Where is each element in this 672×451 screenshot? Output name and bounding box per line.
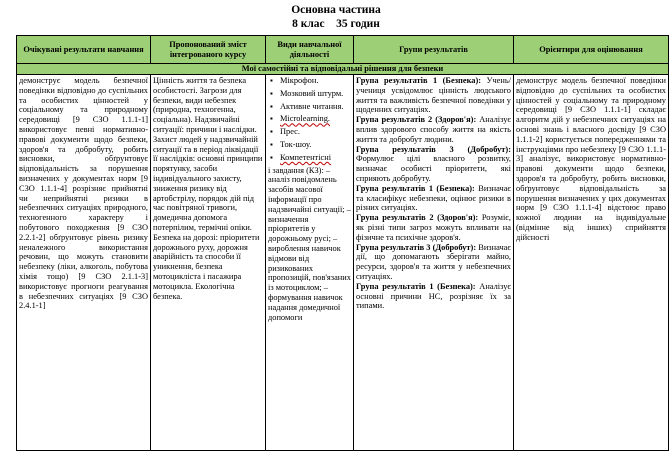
content-row xyxy=(17,75,669,451)
result-groups-cell xyxy=(354,75,514,451)
result-group-heading: Група результатів 2 (Здоров'я): xyxy=(356,115,477,125)
result-group-text: Розуміє, як різні типи загроз можуть впливати на фізичне та психічне здоров'я. xyxy=(356,213,511,242)
result-group-text: Формулює цілі власного розвитку, визначає особисті пріоритети, які сприяють добробуту. xyxy=(356,154,511,183)
result-group xyxy=(356,184,511,213)
section-title: Мої самостійні та відповідальні рішення для безпеки xyxy=(17,64,669,75)
result-group xyxy=(356,243,511,282)
result-group xyxy=(356,213,511,242)
activity-item: ▪ Активне читання. xyxy=(280,102,351,112)
activity-item: ▪ Компетентісні xyxy=(280,153,351,163)
activity-item: ▪ Мозковий штурм. xyxy=(280,89,351,99)
page-subtitle: 8 клас 35 годин xyxy=(292,18,380,30)
activity-item: ▪ Ток-шоу. xyxy=(280,140,351,150)
section-row xyxy=(17,64,669,75)
header-course-content: Пропонований зміст інтегрованого курсу xyxy=(151,36,266,64)
result-group xyxy=(356,76,511,115)
result-group-heading: Група результатів 1 (Безпека): xyxy=(356,76,482,85)
page-title: Основна частина xyxy=(291,4,381,16)
result-group xyxy=(356,145,511,184)
activity-item: ▪ Мікрофон. xyxy=(280,76,351,86)
result-group-text: Аналізує вплив здорового способу життя на якість життя та добробут людини. xyxy=(356,115,511,144)
result-group-heading: Група результатів 2 (Здоров'я): xyxy=(356,213,479,223)
course-content-cell xyxy=(151,75,266,451)
header-assessment-guidelines: Орієнтири для оцінювання xyxy=(514,36,669,64)
header-activity-types: Види навчальної діяльності xyxy=(266,36,354,64)
result-group-text: Визначає та класифікує небезпеки, оцінює ризики в різних ситуаціях. xyxy=(356,183,511,213)
result-group-heading: Група результатів 1 (Безпека): xyxy=(356,281,476,291)
activity-item: ▪ Microlearning. xyxy=(280,114,351,124)
activity-types-cell xyxy=(266,75,354,451)
result-group-text: Учень/учениця усвідомлює цінність людського життя та важливість безпечної поведінки у щоденних ситуаціях. xyxy=(356,76,511,115)
result-group-heading: Група результатів 1 (Безпека): xyxy=(356,183,475,193)
header-expected-results: Очікувані результати навчання xyxy=(17,36,151,64)
result-group-text: Визначає дії, що допомагають зберігати майно, ресурси, здоров'я та життя у небезпечних ситуаціях. xyxy=(356,242,511,281)
expected-results-cell xyxy=(17,75,151,451)
header-row xyxy=(17,36,669,64)
activity-tasks-text: і завдання (КЗ): – аналіз повідомлень засобів масової інформації про надзвичайні ситуації; – визначення пріоритетів у дорожньому русі; – вироблення навичок відмови від ризикованих пропозицій, пов'язаних із мотоциклом; – формування навичок надання домедичної допомоги xyxy=(268,165,351,322)
result-group-text: Аналізує основні причини НС, розрізняє їх за типами. xyxy=(356,281,511,311)
result-group xyxy=(356,282,511,311)
activity-list xyxy=(268,76,351,163)
result-group-heading: Група результатів 3 (Добробут): xyxy=(356,144,511,154)
header-result-groups: Групи результатів xyxy=(354,36,514,64)
assessment-text: демонструє модель безпечної поведінки відповідно до суспільних та особистих цінностей у соціальному та природному середовищі [9 СЗО 1.1.1-1] складає алгоритм дій у небезпечних ситуаціях на основі знань і власного досвіду [9 СЗО 1.1.1-2] користується попередженнями та інструкціями про небезпеку [9 СЗО 1.1.1-3] аналізує, використовує нормативно-правові документи щодо безпеки, здоров'я та добробуту, робить висновки, обґрунтовує відповідальність за порушення визначених у цих документах норм [9 СЗО 1.1.1-4] відстоює право кожної людини на індивідуальне (відмінне від інших) сприйняття дійсності xyxy=(516,76,666,242)
curriculum-table xyxy=(16,35,669,451)
expected-results-text: демонструє модель безпечної поведінки відповідно до суспільних та особистих цінностей у соціальному та природному середовищі [9 СЗО 1.1.1-1] використовує певні нормативно-правові документи щодо безпеки, здоров'я та добробуту, робить висновки, обґрунтовує відповідальність за порушення визначених у документах норм [9 СЗО 1.1.1-4] розрізняє прийнятні чи неприйнятні ризики в небезпечних ситуаціях природного, техногенного характеру і побутового походження [9 СЗО 2.2.1-2] обґрунтовує рівень ризику неналежного використання речовин, що можуть становити небезпеку (ліки, алкоголь, побутова хімія тощо) [9 СЗО 2.1.1-3] використовує прогноги реагування в небезпечних ситуаціях [9 СЗО 2.4.1-1] xyxy=(19,76,148,311)
result-group-heading: Група результатів 3 (Добробут): xyxy=(356,242,477,252)
result-group xyxy=(356,115,511,144)
assessment-cell xyxy=(514,75,669,451)
course-content-text: Цінність життя та безпека особистості. Загрози для безпеки, види небезпек (природна, техногенна, соціальна). Надзвичайні ситуації: причини і наслідки. Захист людей у надзвичайній ситуації та в період ліквідації її наслідків: основні принципи порятунку, засоби індивідуального захисту, зниження ризику від артобстрілу, порядок дій під час повітряної тривоги, домедична допомога потерпілим, термічні опіки. Безпека на дорозі: пріоритети дорожнього руху, дорожня аварійність та способи її уникнення, безпека мотоцикліста і пасажира мотоцикла. Екологічна безпека. xyxy=(153,76,263,301)
activity-item: ▪ Прес. xyxy=(280,127,351,137)
